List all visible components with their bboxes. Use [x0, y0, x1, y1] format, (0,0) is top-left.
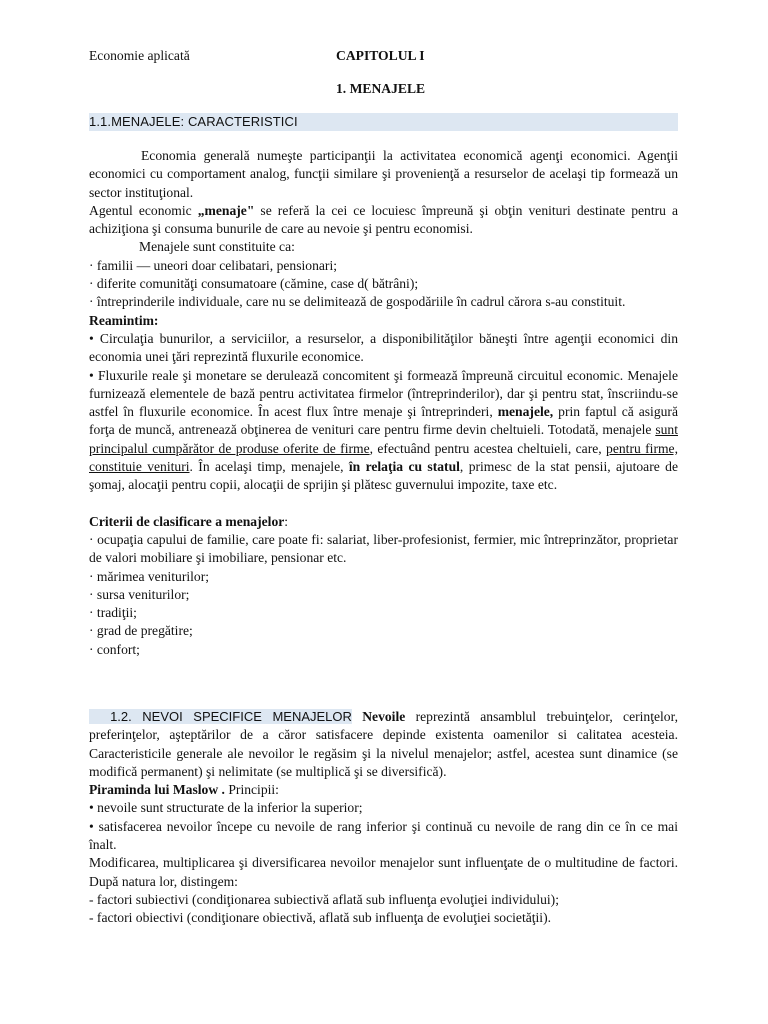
list-item: · familii — uneori doar celibatari, pensionari; [89, 257, 337, 273]
bullet-paragraph: • Fluxurile reale şi monetare se derulează concomitent şi formează împreună circuitul economic. Menajele furnizează elementele de bază pentru activitatea firmelor (întreprinderilor), dar şi pentru stat, înscriindu-se astfel în fluxurile economice. În acest flux între menaje şi întreprinderi, menajele, prin faptul că asigură forţa de muncă, antrenează obţinerea de venituri care pentru firme devin cheltuieli. Totodată, menajele sunt principalul cumpărător de produse oferite de firme, efectuând pentru acestea cheltuieli, care, pentru firme, constituie venituri. În acelaşi timp, menajele, în relaţia cu statul, primesc de la stat pensii, ajutoare de şomaj, alocaţii pentru copii, alocaţii de sprijin şi plătesc guvernului impozite, taxe etc. [89, 367, 678, 493]
section-heading-1-2: 1.2. NEVOI SPECIFICE MENAJELOR [89, 709, 352, 724]
chapter-heading: CAPITOLUL I [336, 48, 425, 63]
paragraph: Modificarea, multiplicarea şi diversificarea nevoilor menajelor sunt influenţate de o multitudine de factori. După natura lor, distingem: [89, 855, 678, 889]
list-item: • nevoile sunt structurate de la inferior la superior; [89, 800, 363, 816]
page-title: 1. MENAJELE [336, 81, 426, 96]
section-1-2-body [89, 708, 678, 928]
section-1-1-body [89, 147, 678, 659]
list-item: · mărimea veniturilor; [89, 568, 210, 584]
list-item: · întreprinderile individuale, care nu se delimitează de gospodăriile în cadrul cărora s-au constituit. [89, 294, 626, 310]
list-item: · confort; [89, 641, 140, 657]
list-item: · grad de pregătire; [89, 623, 193, 639]
paragraph: Economia generală numeşte participanţii la activitatea economică agenţi economici. Agenţii economici cu comportament analog, funcţii similare şi provenienţă a resurselor de acelaşi tip formează un sector instituţional. [89, 148, 678, 200]
paragraph: Agentul economic „menaje" se referă la cei ce locuiesc împreună şi obţin venituri destinate pentru a achiziţiona şi consuma bunurile de care au nevoie şi pentru economisi. [89, 202, 678, 237]
list-item: - factori subiectivi (condiţionarea subiectivă aflată sub influenţa evoluţiei individului); [89, 891, 559, 907]
bullet-paragraph: • Circulaţia bunurilor, a serviciilor, a resurselor, a disponibilităţilor băneşti între agenţii economici din economia unei ţări reprezintă fluxurile economice. [89, 330, 678, 365]
section-heading-1-1-text: 1.1.MENAJELE: CARACTERISTICI [89, 114, 298, 129]
list-item: · sursa veniturilor; [89, 586, 190, 602]
list-item: · ocupaţia capului de familie, care poate fi: salariat, liber-profesionist, fermier, mic întreprinzător, proprietar de valori mobiliare şi imobiliare, pensionar etc. [89, 531, 678, 566]
criteria-heading: Criterii de clasificare a menajelor: [89, 513, 289, 529]
paragraph: 1.2. NEVOI SPECIFICE MENAJELOR Nevoile reprezintă ansamblul trebuinţelor, cerinţelor, preferinţelor, aşteptărilor de a căror satisfacere depinde existenta oamenilor si calitatea acesteia. Caracteristicile generale ale nevoilor le regăsim şi la nivelul menajelor; astfel, acestea sunt dinamice (se modifică permanent) şi nelimitate (se multiplică şi se diversifică). [89, 709, 678, 779]
running-header: Economie aplicată [89, 48, 190, 63]
section-heading-1-1 [89, 113, 678, 131]
list-item: - factori obiectivi (condiţionare obiectivă, aflată sub influenţa de evoluţiei societăţii). [89, 910, 552, 926]
list-item: · tradiţii; [89, 605, 137, 621]
paragraph: Menajele sunt constituite ca: [139, 239, 295, 255]
reamintim-heading: Reamintim: [89, 312, 159, 328]
list-item: • satisfacerea nevoilor începe cu nevoile de rang inferior şi continuă cu nevoile de rang din ce în ce mai înalt. [89, 818, 678, 853]
list-item: · diferite comunităţi consumatoare (cămine, case d( bătrâni); [89, 276, 419, 292]
maslow-line: Piraminda lui Maslow . Principii: [89, 782, 279, 798]
